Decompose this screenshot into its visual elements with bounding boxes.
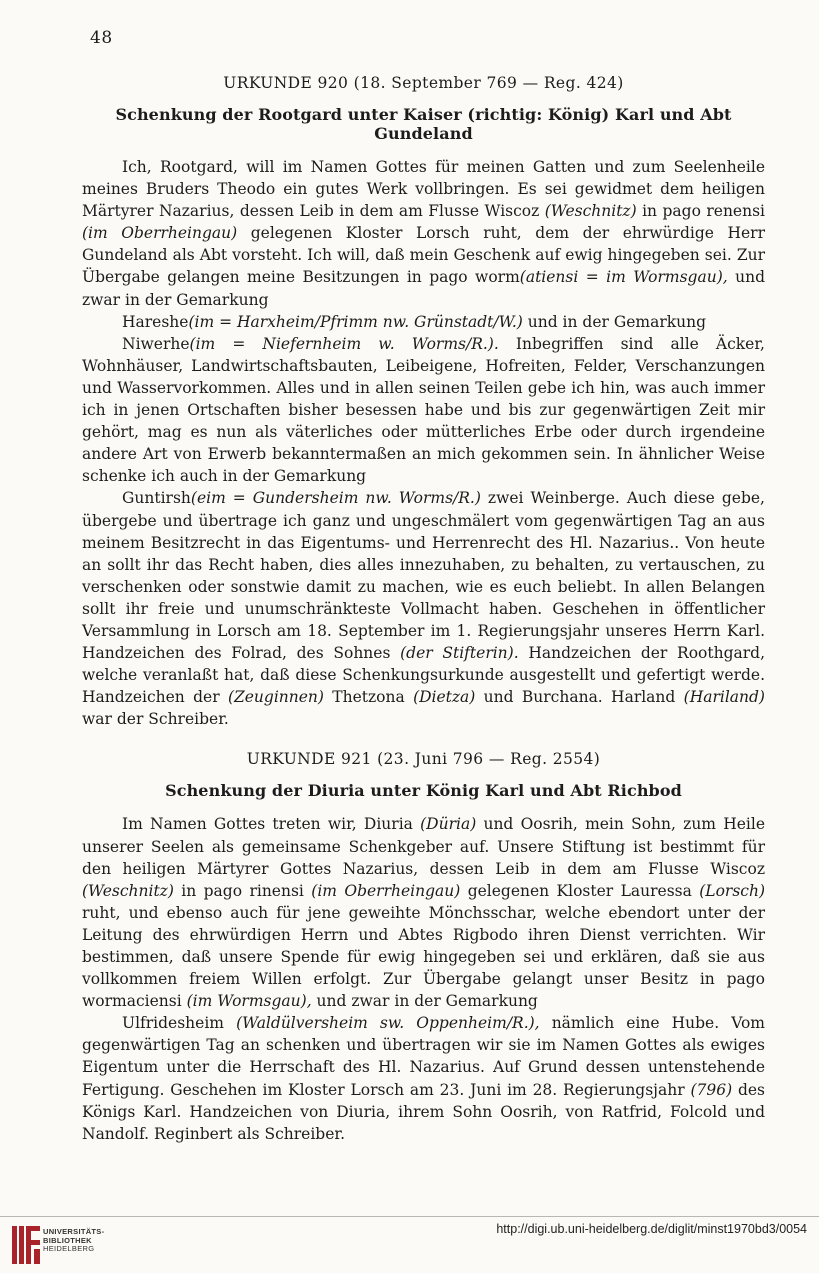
urkunde-920-paragraph-1: Ich, Rootgard, will im Namen Gottes für meinen Gatten und zum Seelenheile meines Bruders Theodo ein gutes Werk vollbringen. Es sei gewidmet dem heiligen Märtyrer Nazarius, dessen Leib in dem am Flusse Wiscoz (Weschnitz) in pago renensi (im Oberrheingau) gelegenen Kloster Lorsch ruht, dem der ehrwürdige Herr Gundeland als Abt vorsteht. Ich will, daß mein Geschenk auf ewig hingegeben sei. Zur Übergabe gelangen meine Besitzungen in pago worm(atiensi = im Wormsgau), und zwar in der Gemarkung bbox=[82, 158, 765, 309]
page-number: 48 bbox=[90, 28, 113, 48]
urkunde-920-paragraph-2: Hareshe(im = Harxheim/Pfrimm nw. Grünstadt/W.) und in der Gemarkung bbox=[122, 312, 707, 331]
urkunde-921-title: Schenkung der Diuria unter König Karl und Abt Richbod bbox=[165, 781, 682, 801]
urkunde-920-paragraph-3: Niwerhe(im = Niefernheim w. Worms/R.). Inbegriffen sind alle Äcker, Wohnhäuser, Landwirtschaftsbauten, Leibeigene, Hofreiten, Felder, Verschanzungen und Wasservorkommen. Alles und in allen seinen Teilen gebe ich hin, was auch immer ich in jenen Ortschaften bisher besessen habe und bis zur gegenwärtigen Zeit mir gehört, mag es nun als väterliches oder mütterliches Erbe oder durch irgendeine andere Art von Erwerb bekanntermaßen an mich gekommen sein. In ähnlicher Weise schenke ich auch in der Gemarkung bbox=[82, 334, 765, 486]
urkunde-921-paragraph-2: Ulfridesheim (Waldülversheim sw. Oppenheim/R.), nämlich eine Hube. Vom gegenwärtigen Tag an schenken und übertragen wir sie im Namen Gottes als ewiges Eigentum unter die Herrschaft des Hl. Nazarius. Auf Grund dessen untenstehende Fertigung. Geschehen im Kloster Lorsch am 23. Juni im 28. Regierungsjahr (796) des Königs Karl. Handzeichen von Diuria, ihrem Sohn Oosrih, von Ratfrid, Folcold und Nandolf. Reginbert als Schreiber. bbox=[82, 1014, 765, 1143]
source-url-link[interactable]: http://digi.ub.uni-heidelberg.de/diglit/minst1970bd3/0054 bbox=[496, 1222, 807, 1236]
urkunde-920-heading: URKUNDE 920 (18. September 769 — Reg. 424) bbox=[223, 74, 624, 92]
document-body bbox=[82, 74, 765, 1145]
footer-divider bbox=[0, 1216, 819, 1217]
urkunde-920-title: Schenkung der Rootgard unter Kaiser (richtig: König) Karl und Abt Gundeland bbox=[115, 105, 732, 143]
library-logo-text: UNIVERSITÄTS- BIBLIOTHEK HEIDELBERG bbox=[43, 1227, 105, 1253]
urkunde-921-paragraph-1: Im Namen Gottes treten wir, Diuria (Düria) und Oosrih, mein Sohn, zum Heile unserer Seelen als gemeinsame Schenkgeber auf. Unsere Stiftung ist bestimmt für den heiligen Märtyrer Gottes Nazarius, dessen Leib in dem am Flusse Wiscoz (Weschnitz) in pago rinensi (im Oberrheingau) gelegenen Kloster Lauressa (Lorsch) ruht, und ebenso auch für jene geweihte Mönchsschar, welche ebendort unter der Leitung des ehrwürdigen Herrn und Abtes Rigbodo ihren Dienst verrichten. Wir bestimmen, daß unsere Spende für ewig hingegeben sei und erklären, daß sie aus vollkommen freiem Willen erfolgt. Zur Übergabe gelangt unser Besitz in pago wormaciensi (im Wormsgau), und zwar in der Gemarkung bbox=[82, 815, 765, 1011]
urkunde-921-heading: URKUNDE 921 (23. Juni 796 — Reg. 2554) bbox=[246, 750, 601, 769]
urkunde-920-paragraph-4: Guntirsh(eim = Gundersheim nw. Worms/R.) zwei Weinberge. Auch diese gebe, übergebe und übertrage ich ganz und ungeschmälert vom gegenwärtigen Tag an aus meinem Besitzrecht in das Eigentums- und Herrenrecht des Hl. Nazarius.. Von heute an sollt ihr das Recht haben, dies alles innezuhaben, zu behalten, zu vertauschen, zu verschenken oder sonstwie damit zu machen, wie es euch beliebt. In allen Belangen sollt ihr freie und unumschränkteste Vollmacht haben. Geschehen in öffentlicher Versammlung in Lorsch am 18. September im 1. Regierungsjahr unseres Herrn Karl. Handzeichen des Folrad, des Sohnes (der Stifterin). Handzeichen der Roothgard, welche veranlaßt hat, daß diese Schenkungsurkunde ausgestellt und gefertigt werde. Handzeichen der (Zeuginnen) Thetzona (Dietza) und Burchana. Harland (Hariland) war der Schreiber. bbox=[82, 489, 766, 729]
